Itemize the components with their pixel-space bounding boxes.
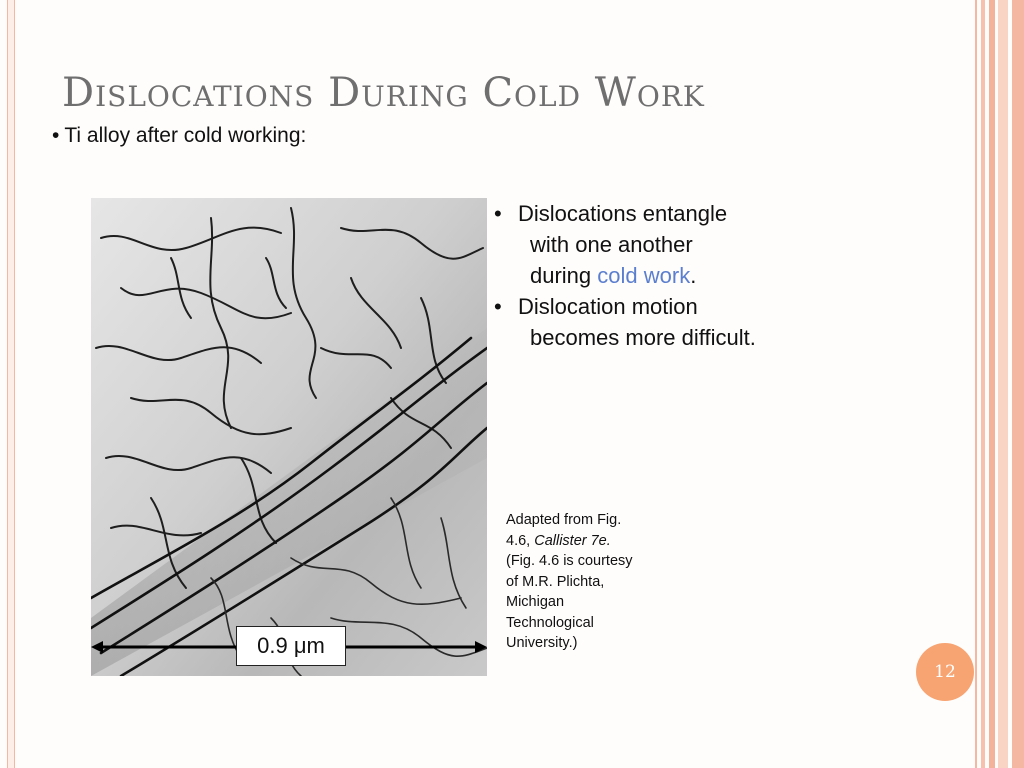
caption-line: Adapted from Fig. [506, 512, 622, 528]
figure-caption [506, 510, 666, 654]
page-number-badge: 12 [916, 643, 974, 701]
caption-line: (Fig. 4.6 is courtesy [506, 553, 633, 569]
bullet-line: with one another [530, 232, 693, 257]
slide-title: Dislocations During Cold Work [62, 70, 705, 116]
micrograph-image [91, 198, 487, 676]
caption-line: University.) [506, 635, 578, 651]
bullet-list [494, 198, 756, 353]
bullet-line: Dislocations entangle [518, 201, 728, 226]
highlighted-term: cold work [597, 263, 691, 288]
bullet-text: . [690, 263, 697, 288]
dislocation-micrograph [91, 198, 487, 676]
bullet-marker: • [52, 124, 60, 147]
bullet-line: becomes more difficult. [530, 325, 756, 350]
right-stripe-decoration [989, 0, 995, 768]
caption-line [506, 531, 666, 552]
bullet-line [518, 260, 756, 291]
intro-line [52, 124, 306, 148]
bullet-item [494, 291, 756, 353]
caption-line: Michigan [506, 594, 565, 610]
scale-bar-label: 0.9 μm [236, 626, 346, 666]
right-stripe-decoration [1012, 0, 1024, 768]
caption-line: of M.R. Plichta, [506, 573, 605, 590]
bullet-text: during [530, 263, 598, 288]
left-border-decoration [7, 0, 15, 768]
right-stripe-decoration [981, 0, 985, 768]
bullet-marker: • [494, 294, 502, 319]
bullet-item [494, 198, 756, 291]
right-stripe-decoration [998, 0, 1008, 768]
caption-text: 4.6, [506, 532, 535, 549]
bullet-marker: • [494, 201, 502, 226]
caption-source: Callister 7e. [534, 532, 611, 549]
intro-text: Ti alloy after cold working: [64, 124, 307, 147]
bullet-line: Dislocation motion [518, 294, 698, 319]
right-stripe-decoration [975, 0, 977, 768]
caption-line: Technological [506, 614, 594, 631]
